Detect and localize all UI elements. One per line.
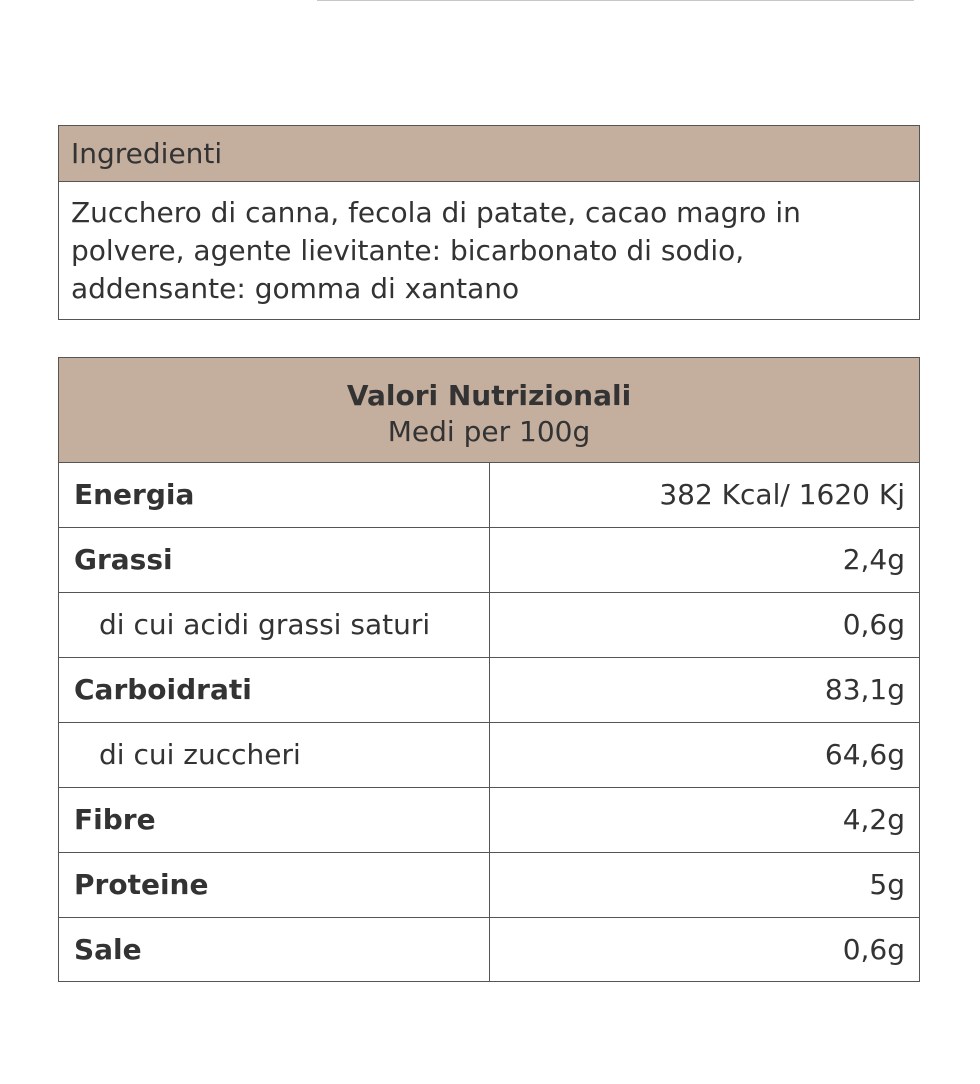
ingredients-heading: Ingredienti bbox=[59, 126, 919, 182]
nutrient-label: Carboidrati bbox=[59, 658, 490, 722]
nutrient-value: 0,6g bbox=[842, 933, 905, 966]
nutrient-label: Sale bbox=[59, 918, 490, 981]
nutrient-value: 64,6g bbox=[824, 738, 905, 771]
nutrient-value: 5g bbox=[869, 868, 905, 901]
nutrition-row-fat bbox=[59, 528, 919, 593]
nutrition-row-energy bbox=[59, 463, 919, 528]
ingredients-text: Zucchero di canna, fecola di patate, cacao magro in polvere, agente lievitante: bicarbonato di sodio, addensante: gomma di xantano bbox=[71, 196, 801, 305]
nutrient-value: 0,6g bbox=[842, 608, 905, 641]
nutrient-value: 4,2g bbox=[842, 803, 905, 836]
nutrient-label: Proteine bbox=[59, 853, 490, 917]
nutrition-row-protein bbox=[59, 853, 919, 918]
nutrient-label: Fibre bbox=[59, 788, 490, 852]
nutrition-subtitle: Medi per 100g bbox=[387, 415, 591, 448]
nutrition-row-salt bbox=[59, 918, 919, 981]
nutrition-row-carbohydrates bbox=[59, 658, 919, 723]
nutrient-value: 83,1g bbox=[824, 673, 905, 706]
nutrition-row-fibre bbox=[59, 788, 919, 853]
nutrient-value: 2,4g bbox=[842, 543, 905, 576]
nutrient-label: Energia bbox=[59, 463, 490, 527]
nutrition-header bbox=[59, 358, 919, 463]
ingredients-box bbox=[58, 125, 920, 320]
nutrition-table bbox=[58, 357, 920, 982]
nutrient-label: Grassi bbox=[59, 528, 490, 592]
nutrition-title: Valori Nutrizionali bbox=[346, 379, 632, 412]
top-divider bbox=[317, 0, 914, 1]
nutrient-label: di cui zuccheri bbox=[59, 723, 490, 787]
nutrition-row-sugars bbox=[59, 723, 919, 788]
nutrient-label: di cui acidi grassi saturi bbox=[59, 593, 490, 657]
nutrient-value: 382 Kcal/ 1620 Kj bbox=[659, 478, 905, 511]
nutrition-row-saturated-fat bbox=[59, 593, 919, 658]
